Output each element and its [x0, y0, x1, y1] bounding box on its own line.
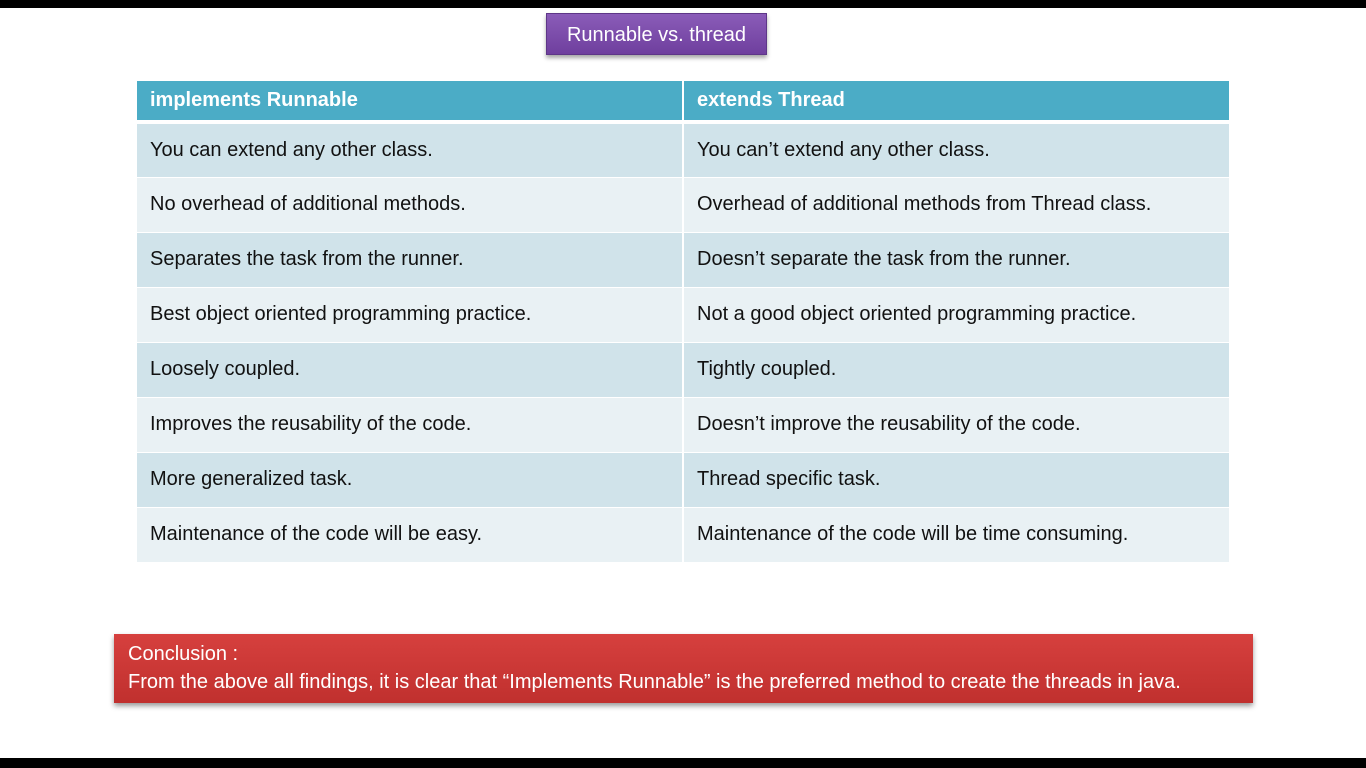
table-header-row — [137, 81, 1229, 122]
header-extends-thread: extends Thread — [683, 81, 1229, 122]
table-row — [137, 232, 1229, 287]
table-row — [137, 342, 1229, 397]
table-row — [137, 122, 1229, 177]
table-row — [137, 507, 1229, 562]
runnable-cell: Loosely coupled. — [137, 342, 683, 397]
slide — [0, 8, 1366, 758]
runnable-cell: Improves the reusability of the code. — [137, 397, 683, 452]
conclusion-text: From the above all findings, it is clear that “Implements Runnable” is the preferred method to create the threads in java. — [128, 671, 1181, 693]
runnable-cell: No overhead of additional methods. — [137, 177, 683, 232]
comparison-table — [137, 81, 1229, 562]
runnable-cell: Separates the task from the runner. — [137, 232, 683, 287]
thread-cell: Tightly coupled. — [683, 342, 1229, 397]
conclusion-heading: Conclusion : — [128, 643, 239, 665]
table-row — [137, 452, 1229, 507]
table-row — [137, 397, 1229, 452]
runnable-cell: Maintenance of the code will be easy. — [137, 507, 683, 562]
thread-cell: Maintenance of the code will be time consuming. — [683, 507, 1229, 562]
thread-cell: Not a good object oriented programming practice. — [683, 287, 1229, 342]
thread-cell: Overhead of additional methods from Thread class. — [683, 177, 1229, 232]
table-row — [137, 177, 1229, 232]
table-row — [137, 287, 1229, 342]
runnable-cell: More generalized task. — [137, 452, 683, 507]
runnable-cell: You can extend any other class. — [137, 122, 683, 177]
runnable-cell: Best object oriented programming practice. — [137, 287, 683, 342]
thread-cell: Doesn’t improve the reusability of the code. — [683, 397, 1229, 452]
comparison-table-container — [137, 81, 1229, 562]
thread-cell: You can’t extend any other class. — [683, 122, 1229, 177]
header-implements-runnable: implements Runnable — [137, 81, 683, 122]
conclusion-box — [114, 634, 1253, 703]
slide-title: Runnable vs. thread — [546, 13, 767, 55]
thread-cell: Doesn’t separate the task from the runner. — [683, 232, 1229, 287]
thread-cell: Thread specific task. — [683, 452, 1229, 507]
